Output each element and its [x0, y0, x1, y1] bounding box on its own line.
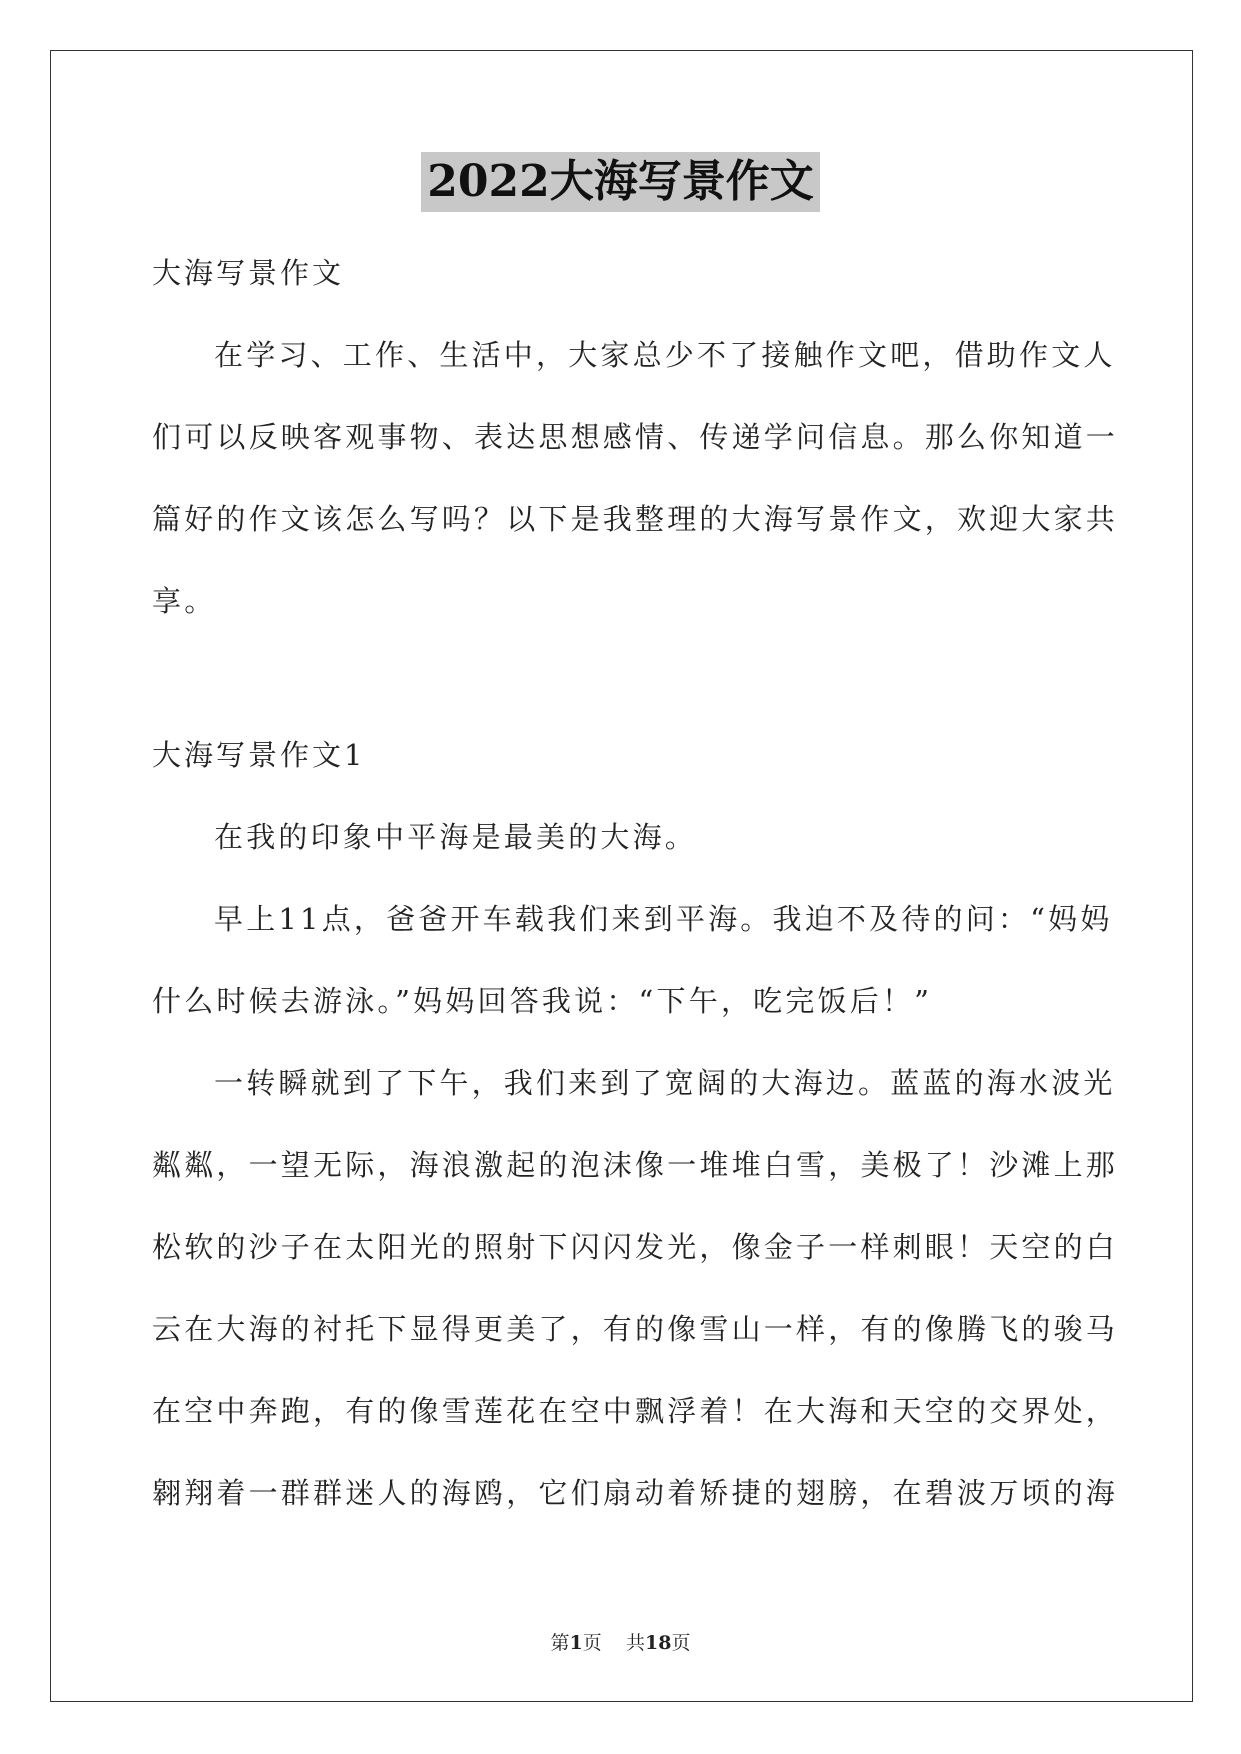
text-line: 们可以反映客观事物、表达思想感情、传递学问信息。那么你知道一: [152, 420, 1119, 454]
document-title: 2022大海写景作文: [421, 152, 819, 212]
page-unit: 页: [582, 1632, 602, 1654]
text-line: 粼粼，一望无际，海浪激起的泡沫像一堆堆白雪，美极了！沙滩上那: [152, 1148, 1119, 1182]
document-body: [152, 232, 1119, 1534]
intro-heading: 大海写景作文: [152, 256, 345, 290]
essay1-paragraph-2: [152, 878, 1113, 1042]
text-line: 篇好的作文该怎么写吗？以下是我整理的大海写景作文，欢迎大家共: [152, 502, 1119, 536]
essay1-paragraph-1: [152, 796, 1090, 878]
text-line: 什么时候去游泳。”妈妈回答我说：“下午，吃完饭后！”: [152, 984, 933, 1018]
page-prefix: 第: [550, 1632, 570, 1654]
essay1-paragraph-3: [152, 1042, 1119, 1534]
current-page-number: 1: [569, 1632, 583, 1654]
title-container: [0, 152, 1241, 212]
text-line: 一转瞬就到了下午，我们来到了宽阔的大海边。蓝蓝的海水波光: [214, 1066, 1116, 1100]
section-gap: [152, 642, 1090, 714]
text-line: 在我的印象中平海是最美的大海。: [214, 820, 698, 854]
text-line: 翱翔着一群群迷人的海鸥，它们扇动着矫捷的翅膀，在碧波万顷的海: [152, 1476, 1119, 1510]
total-page-number: 18: [644, 1632, 672, 1654]
text-line: 松软的沙子在太阳光的照射下闪闪发光，像金子一样刺眼！天空的白: [152, 1230, 1119, 1264]
text-line: 在空中奔跑，有的像雪莲花在空中飘浮着！在大海和天空的交界处，: [152, 1394, 1119, 1428]
total-unit: 页: [671, 1632, 691, 1654]
text-line: 在学习、工作、生活中，大家总少不了接触作文吧，借助作文人: [214, 338, 1116, 372]
text-line: 早上11点，爸爸开车载我们来到平海。我迫不及待的问：“妈妈: [214, 902, 1113, 936]
total-prefix: 共: [625, 1632, 645, 1654]
intro-paragraph: [152, 314, 1119, 642]
text-line: 云在大海的衬托下显得更美了，有的像雪山一样，有的像腾飞的骏马: [152, 1312, 1119, 1346]
text-line: 享。: [152, 584, 217, 618]
page-footer: [0, 1628, 1241, 1655]
essay1-heading: 大海写景作文1: [152, 738, 366, 772]
